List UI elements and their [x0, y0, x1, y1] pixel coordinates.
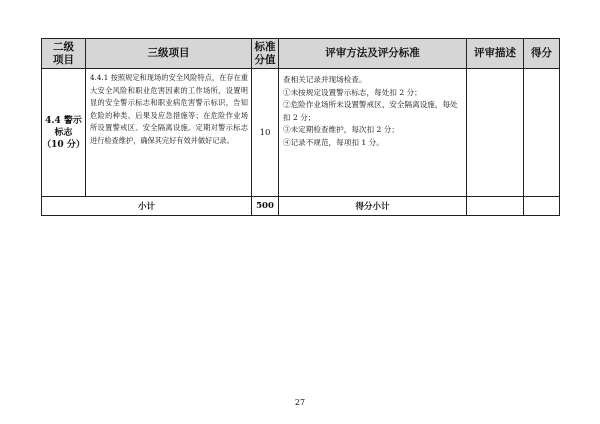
header-level2-item	[42, 39, 86, 69]
header-level3-item	[86, 39, 252, 69]
header-standard-score-label: 标准 分值	[254, 40, 276, 66]
score-cell	[524, 69, 560, 197]
header-score-label: 得分	[531, 47, 552, 59]
summary-score-cell	[524, 197, 560, 216]
evaluation-standard-table	[41, 38, 560, 216]
method-line: ②危险作业场所未设置警戒区、安全隔离设施，每处扣 2 分；	[283, 100, 458, 122]
summary-row	[42, 197, 560, 216]
header-standard-score	[252, 39, 279, 69]
page-number: 27	[294, 398, 306, 407]
header-score	[524, 39, 560, 69]
table-row	[42, 69, 560, 197]
header-level2-label: 二级 项目	[53, 40, 74, 66]
item-cell	[86, 69, 252, 197]
standard-score-cell	[252, 69, 279, 197]
subtotal-value-cell	[252, 197, 279, 216]
header-method	[279, 39, 467, 69]
method-line: ④记录不规范，每项扣 1 分。	[283, 137, 384, 147]
score-subtotal-label-cell	[279, 197, 467, 216]
description-cell	[467, 69, 524, 197]
header-level3-label: 三级项目	[147, 47, 190, 59]
category-cell	[42, 69, 86, 197]
subtotal-label-cell	[42, 197, 252, 216]
item-text: 4.4.1 按照规定和现场的安全风险特点，在存在重大安全风险和职业危害因素的工作场所，设置明显的安全警示标志和职业病危害警示标识，告知危险的种类、后果及应急措施等；在危险作业场所设置警戒区、安全隔离设施。定期对警示标志进行检查维护，确保其完好有效并做好记录。	[90, 73, 248, 145]
score-subtotal-label: 得分小计	[355, 202, 390, 212]
summary-description-cell	[467, 197, 524, 216]
method-line: ③未定期检查维护，每次扣 2 分；	[283, 125, 399, 135]
category-label: 4.4 警示 标志 （10 分）	[42, 115, 85, 150]
method-line: 查相关记录并现场检查。	[283, 75, 367, 84]
subtotal-value: 500	[256, 201, 274, 211]
header-description-label: 评审描述	[474, 47, 516, 59]
subtotal-label: 小计	[137, 202, 155, 212]
method-line: ①未按规定设置警示标志，每处扣 2 分；	[283, 87, 422, 97]
header-description	[467, 39, 524, 69]
table-header-row	[42, 39, 560, 69]
header-method-label: 评审方法及评分标准	[325, 47, 420, 59]
standard-score-value: 10	[259, 127, 271, 138]
method-cell	[279, 69, 467, 197]
